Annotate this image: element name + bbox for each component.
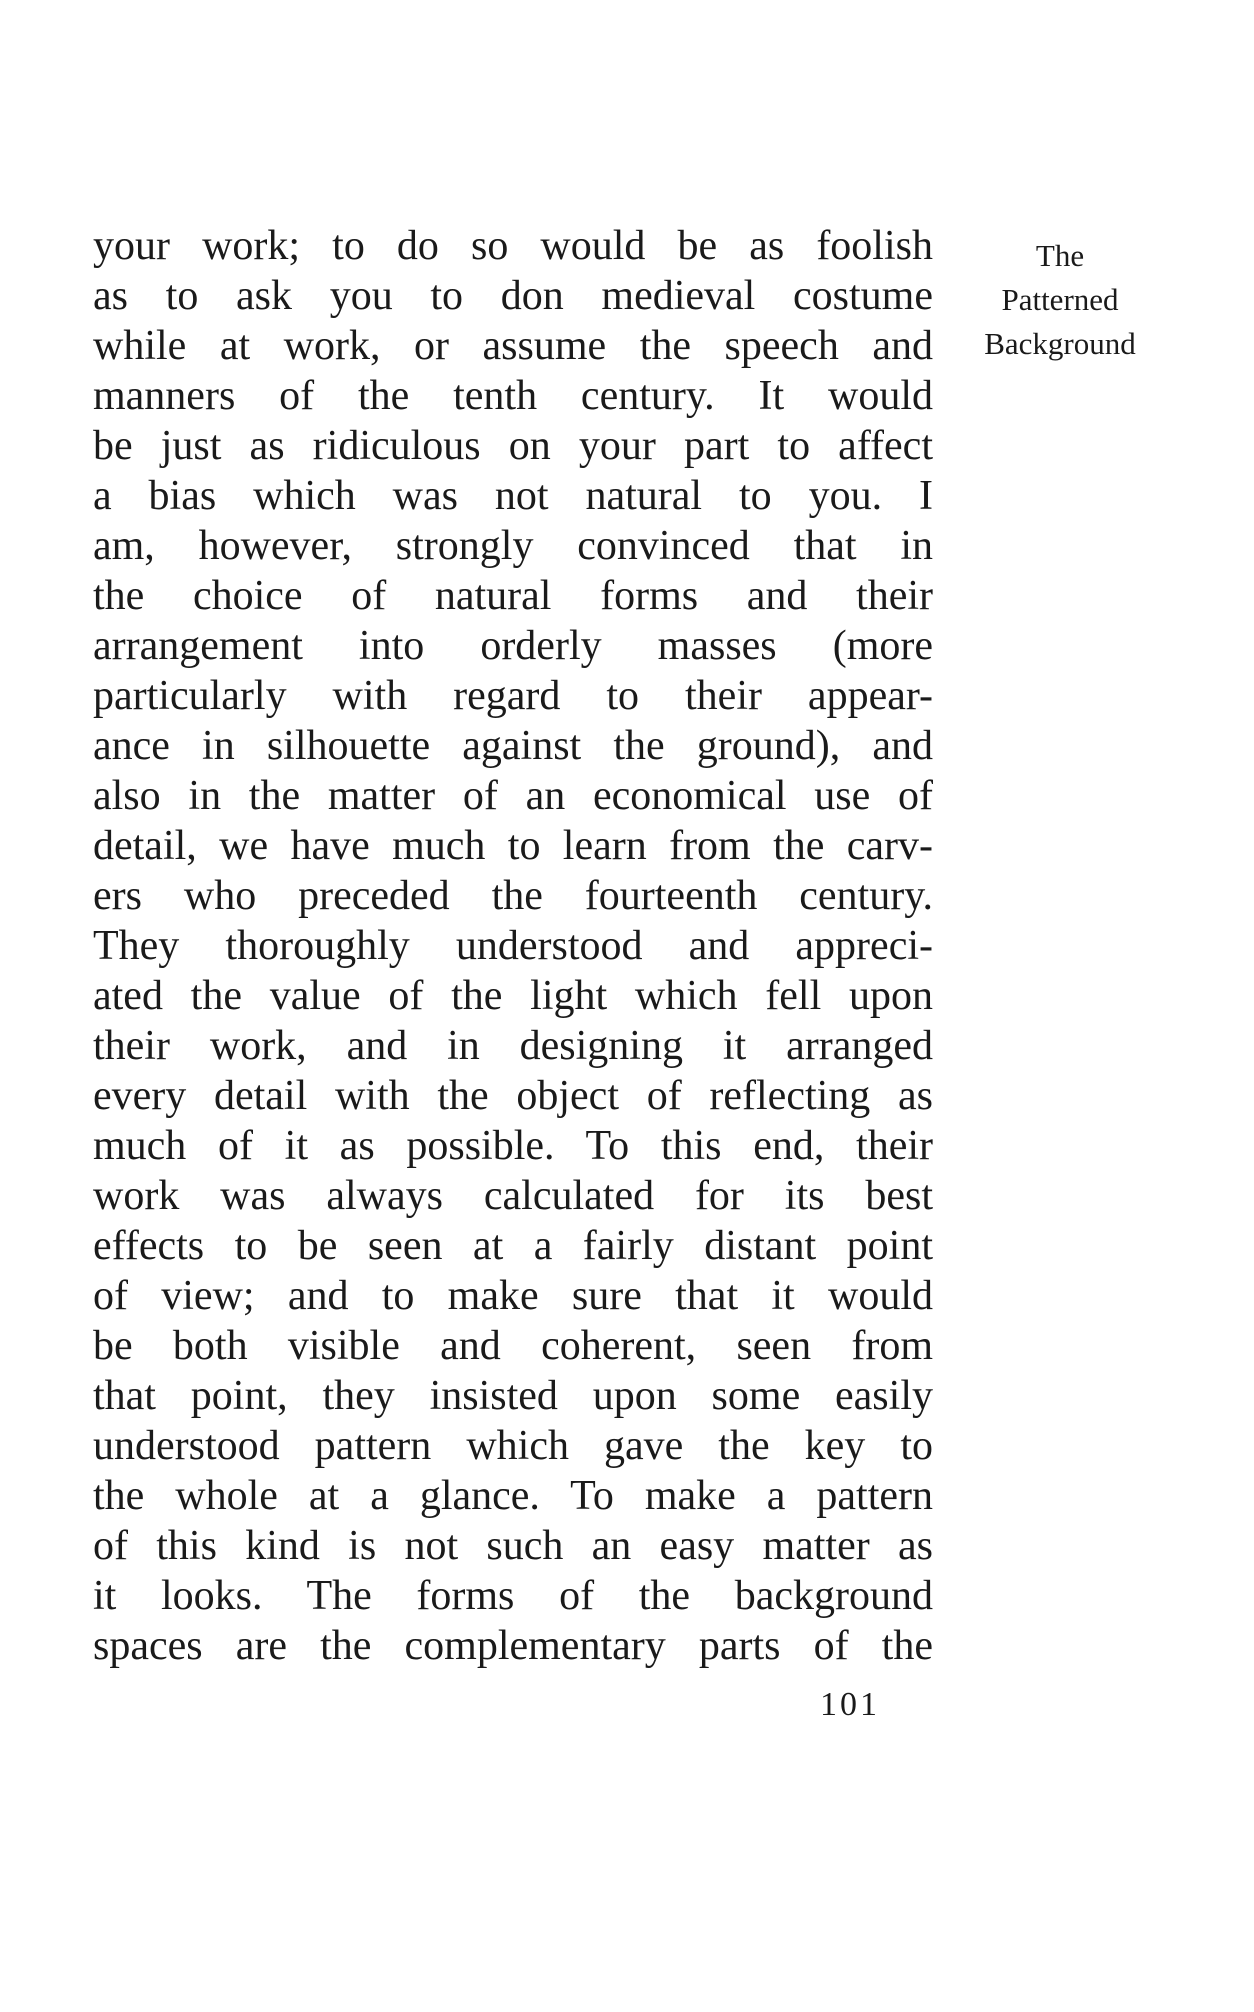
text-line: arrangement into orderly masses (more <box>93 623 933 669</box>
text-line: as to ask you to don medieval costume <box>93 273 933 319</box>
text-line: much of it as possible. To this end, their <box>93 1123 933 1169</box>
text-line: also in the matter of an economical use of <box>93 773 933 819</box>
text-line: particularly with regard to their appear- <box>93 673 933 719</box>
text-line: your work; to do so would be as foolish <box>93 223 933 269</box>
marginal-heading-line: Patterned <box>1001 282 1119 317</box>
text-line: while at work, or assume the speech and <box>93 323 933 369</box>
text-line: that point, they insisted upon some easily <box>93 1373 933 1419</box>
text-line: detail, we have much to learn from the carv- <box>93 823 933 869</box>
page-number: 101 <box>820 1686 880 1723</box>
text-line: their work, and in designing it arranged <box>93 1023 933 1069</box>
text-line: They thoroughly understood and appreci- <box>93 923 933 969</box>
text-line: manners of the tenth century. It would <box>93 373 933 419</box>
text-line: ers who preceded the fourteenth century. <box>93 873 933 919</box>
text-line: every detail with the object of reflecting as <box>93 1073 933 1119</box>
text-line: be both visible and coherent, seen from <box>93 1323 933 1369</box>
body-text <box>93 221 933 1671</box>
text-line: the choice of natural forms and their <box>93 573 933 619</box>
text-line: the whole at a glance. To make a pattern <box>93 1473 933 1519</box>
text-line: effects to be seen at a fairly distant point <box>93 1223 933 1269</box>
text-line: it looks. The forms of the background <box>93 1573 933 1619</box>
text-line: ated the value of the light which fell upon <box>93 973 933 1019</box>
marginal-heading-line: Background <box>984 326 1136 361</box>
text-line: a bias which was not natural to you. I <box>93 473 933 519</box>
text-line: of this kind is not such an easy matter as <box>93 1523 933 1569</box>
text-line: spaces are the complementary parts of the <box>93 1623 933 1669</box>
text-line: work was always calculated for its best <box>93 1173 933 1219</box>
marginal-heading <box>960 234 1160 366</box>
text-line: am, however, strongly convinced that in <box>93 523 933 569</box>
text-line: understood pattern which gave the key to <box>93 1423 933 1469</box>
text-line: of view; and to make sure that it would <box>93 1273 933 1319</box>
text-line: be just as ridiculous on your part to affect <box>93 423 933 469</box>
text-line: ance in silhouette against the ground), and <box>93 723 933 769</box>
marginal-heading-line: The <box>1035 238 1085 273</box>
